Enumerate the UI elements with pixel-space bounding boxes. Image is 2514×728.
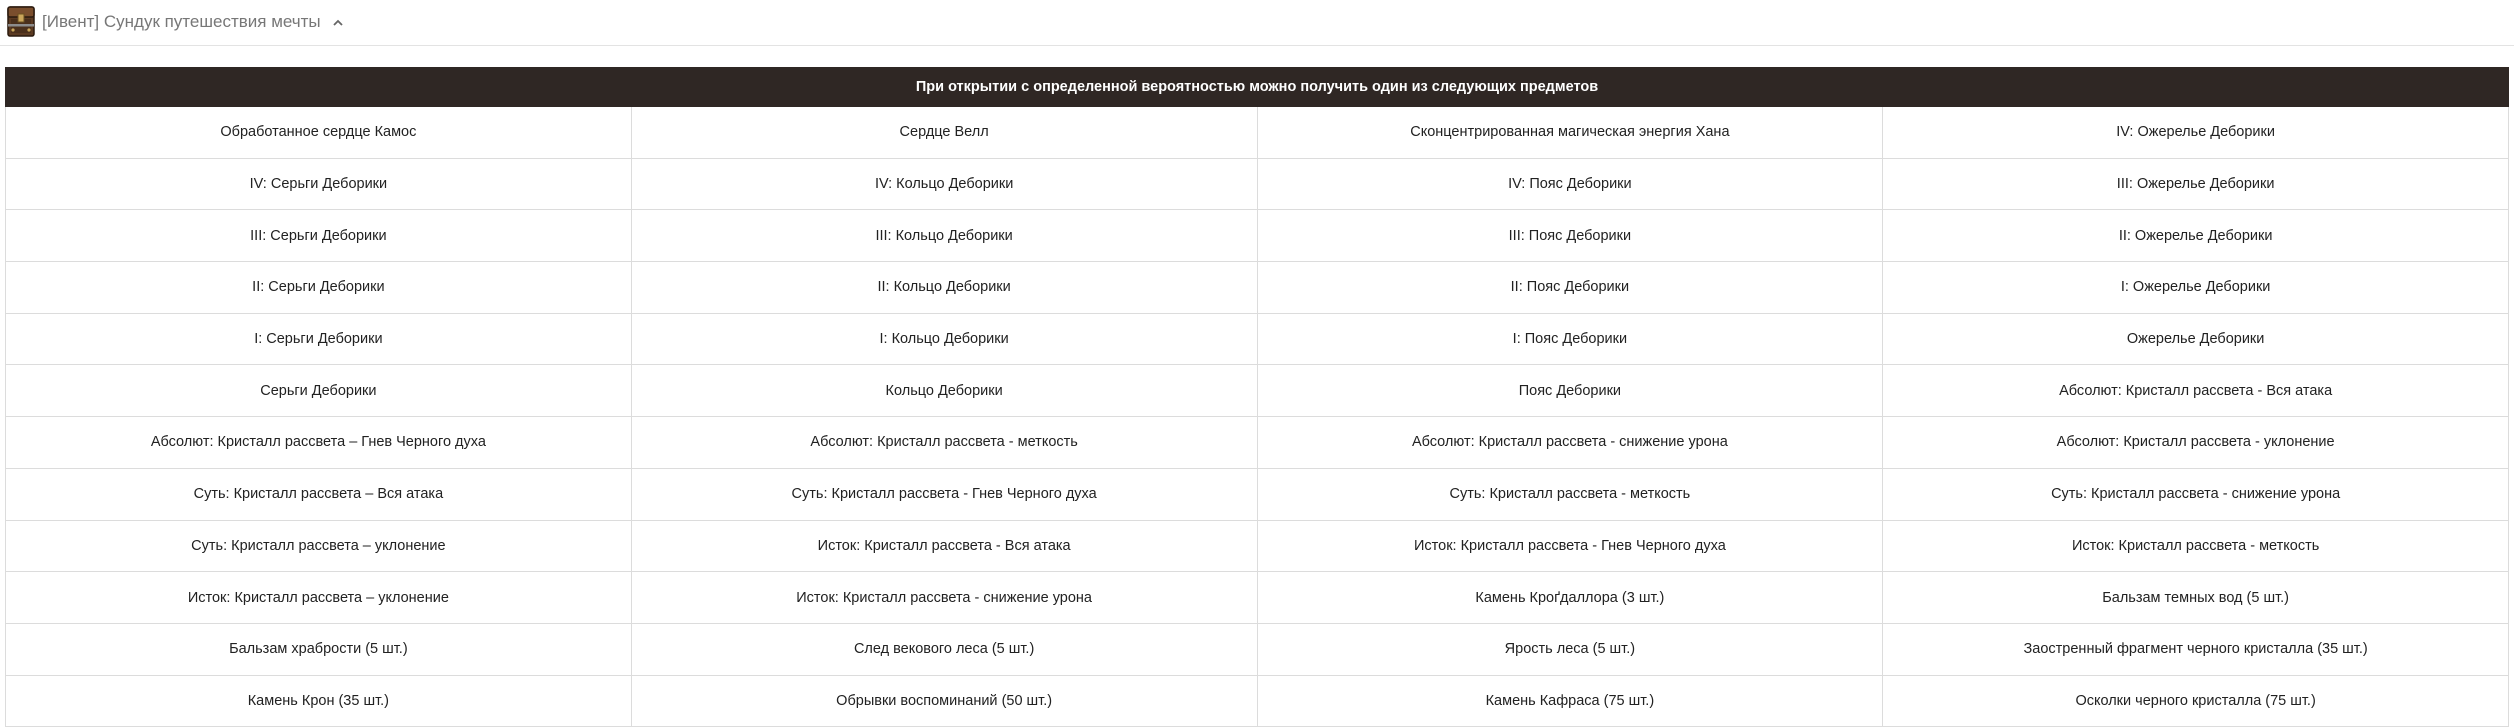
table-cell: Осколки черного кристалла (75 шт.)	[1883, 675, 2509, 727]
table-cell: III: Кольцо Деборики	[631, 210, 1257, 262]
table-cell: III: Серьги Деборики	[6, 210, 632, 262]
table-cell: Абсолют: Кристалл рассвета - снижение урона	[1257, 417, 1883, 469]
table-cell: Суть: Кристалл рассвета - меткость	[1257, 468, 1883, 520]
table-cell: Заостренный фрагмент черного кристалла (35 шт.)	[1883, 623, 2509, 675]
table-cell: Кольцо Деборики	[631, 365, 1257, 417]
table-row	[6, 675, 2509, 727]
table-cell: Исток: Кристалл рассвета - Вся атака	[631, 520, 1257, 572]
table-cell: Сердце Велл	[631, 107, 1257, 159]
table-cell: Суть: Кристалл рассвета – уклонение	[6, 520, 632, 572]
table-cell: Ярость леса (5 шт.)	[1257, 623, 1883, 675]
table-cell: Исток: Кристалл рассвета - меткость	[1883, 520, 2509, 572]
table-cell: II: Пояс Деборики	[1257, 262, 1883, 314]
item-title: [Ивент] Сундук путешествия мечты	[42, 12, 321, 31]
table-cell: II: Ожерелье Деборики	[1883, 210, 2509, 262]
table-row	[6, 158, 2509, 210]
table-row	[6, 572, 2509, 624]
table-cell: IV: Ожерелье Деборики	[1883, 107, 2509, 159]
table-cell: III: Ожерелье Деборики	[1883, 158, 2509, 210]
table-cell: Пояс Деборики	[1257, 365, 1883, 417]
table-cell: I: Пояс Деборики	[1257, 313, 1883, 365]
table-cell: Абсолют: Кристалл рассвета - меткость	[631, 417, 1257, 469]
table-cell: Абсолют: Кристалл рассвета – Гнев Черного духа	[6, 417, 632, 469]
table-cell: Обработанное сердце Камос	[6, 107, 632, 159]
table-cell: I: Ожерелье Деборики	[1883, 262, 2509, 314]
table-cell: Исток: Кристалл рассвета - Гнев Черного духа	[1257, 520, 1883, 572]
table-cell: Исток: Кристалл рассвета – уклонение	[6, 572, 632, 624]
table-cell: IV: Пояс Деборики	[1257, 158, 1883, 210]
table-cell: Абсолют: Кристалл рассвета - уклонение	[1883, 417, 2509, 469]
table-cell: Камень Кроґдаллора (3 шт.)	[1257, 572, 1883, 624]
table-header-row	[6, 68, 2509, 107]
table-cell: II: Кольцо Деборики	[631, 262, 1257, 314]
table-cell: I: Серьги Деборики	[6, 313, 632, 365]
table-cell: Суть: Кристалл рассвета - Гнев Черного духа	[631, 468, 1257, 520]
table-row	[6, 468, 2509, 520]
table-cell: Сконцентрированная магическая энергия Хана	[1257, 107, 1883, 159]
table-cell: Камень Крон (35 шт.)	[6, 675, 632, 727]
table-row	[6, 623, 2509, 675]
table-row	[6, 365, 2509, 417]
table-cell: Ожерелье Деборики	[1883, 313, 2509, 365]
table-cell: Обрывки воспоминаний (50 шт.)	[631, 675, 1257, 727]
rewards-table-container	[5, 67, 2509, 727]
table-cell: Суть: Кристалл рассвета - снижение урона	[1883, 468, 2509, 520]
table-cell: Камень Кафраса (75 шт.)	[1257, 675, 1883, 727]
table-caption: При открытии с определенной вероятностью можно получить один из следующих предметов	[6, 68, 2509, 107]
table-cell: IV: Серьги Деборики	[6, 158, 632, 210]
table-row	[6, 210, 2509, 262]
table-cell: IV: Кольцо Деборики	[631, 158, 1257, 210]
table-cell: Суть: Кристалл рассвета – Вся атака	[6, 468, 632, 520]
table-cell: Бальзам темных вод (5 шт.)	[1883, 572, 2509, 624]
table-row	[6, 313, 2509, 365]
table-cell: III: Пояс Деборики	[1257, 210, 1883, 262]
treasure-chest-icon	[6, 4, 36, 38]
table-cell: Абсолют: Кристалл рассвета - Вся атака	[1883, 365, 2509, 417]
table-cell: Бальзам храбрости (5 шт.)	[6, 623, 632, 675]
table-row	[6, 520, 2509, 572]
rewards-table	[5, 67, 2509, 727]
table-cell: II: Серьги Деборики	[6, 262, 632, 314]
table-cell: I: Кольцо Деборики	[631, 313, 1257, 365]
table-cell: Серьги Деборики	[6, 365, 632, 417]
table-row	[6, 262, 2509, 314]
table-row	[6, 107, 2509, 159]
table-row	[6, 417, 2509, 469]
table-cell: След векового леса (5 шт.)	[631, 623, 1257, 675]
item-header	[0, 0, 2514, 46]
table-cell: Исток: Кристалл рассвета - снижение урона	[631, 572, 1257, 624]
chevron-up-icon[interactable]	[331, 16, 345, 30]
